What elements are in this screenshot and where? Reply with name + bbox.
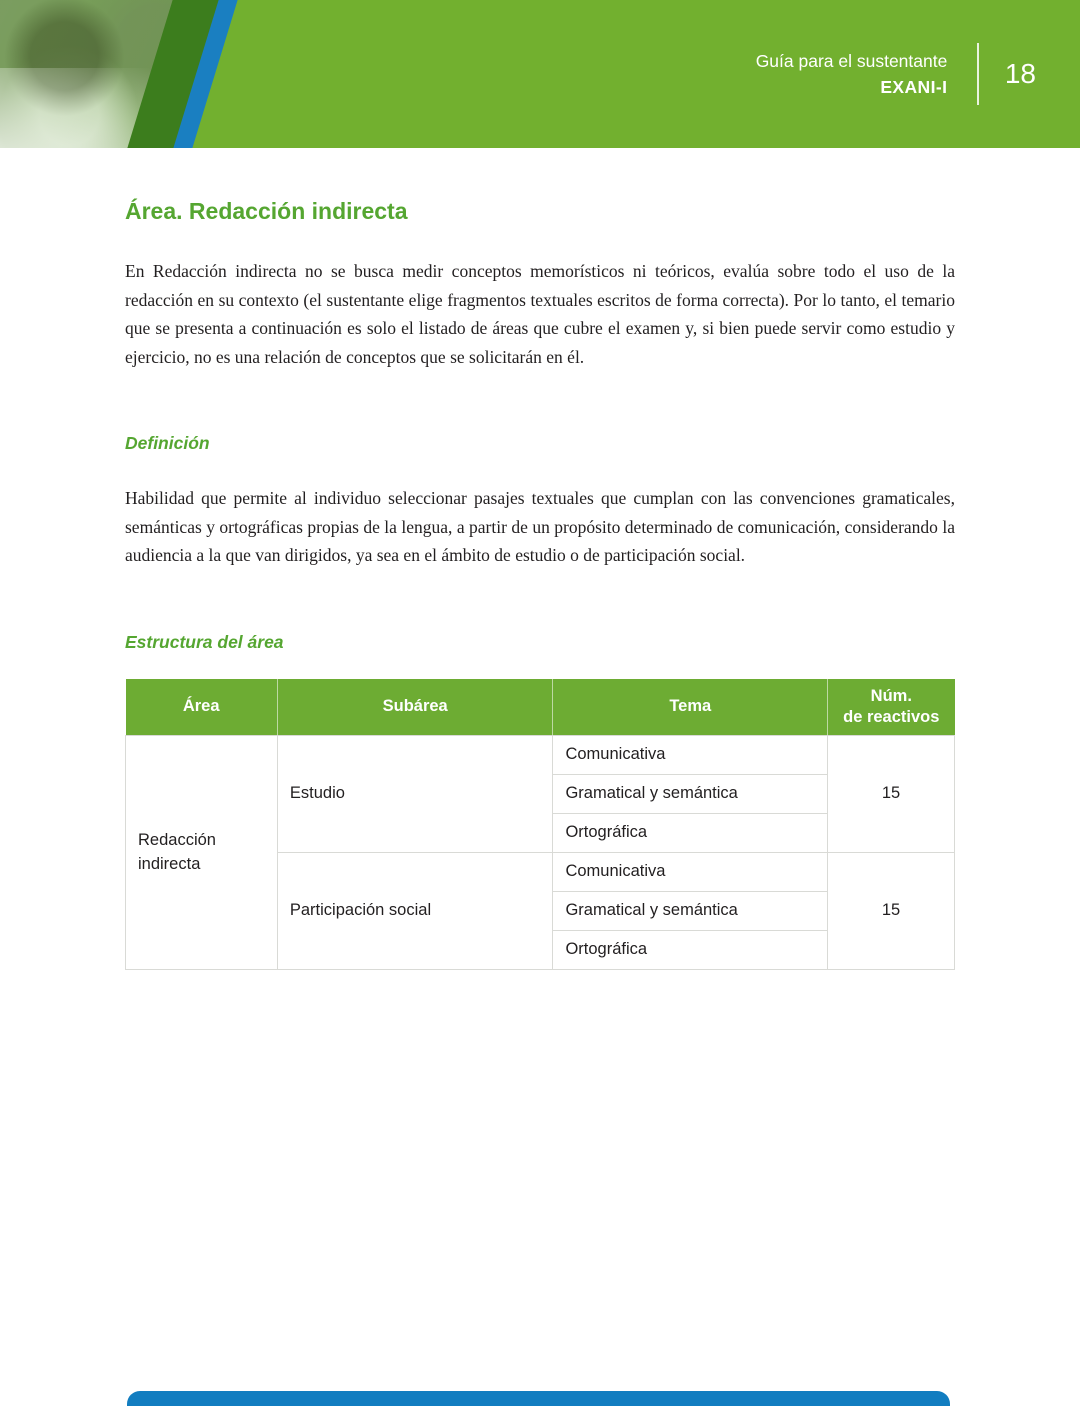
page-number: 18 bbox=[1004, 58, 1036, 89]
page-header-banner bbox=[0, 0, 1080, 148]
header-titles bbox=[756, 48, 948, 100]
header-right-block bbox=[756, 43, 1080, 105]
cell-tema: Gramatical y semántica bbox=[553, 774, 828, 813]
cell-reactivos-estudio: 15 bbox=[828, 735, 955, 852]
table-row bbox=[126, 735, 955, 774]
page-content bbox=[0, 198, 1080, 970]
header-divider bbox=[977, 43, 979, 105]
cell-tema: Ortográfica bbox=[553, 930, 828, 969]
cell-tema: Gramatical y semántica bbox=[553, 891, 828, 930]
definition-paragraph: Habilidad que permite al individuo seleccionar pasajes textuales que cumplan con las convenciones gramaticales, semánticas y ortográficas propias de la lengua, a partir de un propósito determinado de comunicación, considerando la audiencia a la que van dirigidos, ya sea en el ámbito de estudio o de participación social. bbox=[125, 488, 955, 565]
footer-blue-tab bbox=[127, 1391, 950, 1406]
guide-title: Guía para el sustentante bbox=[755, 51, 948, 71]
definition-heading: Definición bbox=[125, 433, 210, 453]
header-cell-num bbox=[828, 679, 955, 736]
cell-tema: Comunicativa bbox=[553, 735, 828, 774]
cell-tema: Comunicativa bbox=[553, 852, 828, 891]
header-cell-area: Área bbox=[126, 679, 278, 736]
table-header-row bbox=[126, 679, 955, 736]
header-num-line1: Núm. bbox=[870, 686, 912, 705]
header-num-line2: de reactivos bbox=[843, 707, 940, 726]
intro-paragraph: En Redacción indirecta no se busca medir conceptos memorísticos ni teóricos, evalúa sobre todo el uso de la redacción en su contexto (el sustentante elige fragmentos textuales escritos de forma correcta). Por lo tanto, el temario que se presenta a continuación es solo el listado de áreas que cubre el examen y, si bien puede servir como estudio y ejercicio, no es una relación de conceptos que se solicitarán en él. bbox=[125, 261, 955, 367]
cell-subarea-estudio: Estudio bbox=[277, 735, 553, 852]
cell-tema: Ortográfica bbox=[553, 813, 828, 852]
header-cell-subarea: Subárea bbox=[277, 679, 553, 736]
photo-white-fade bbox=[0, 68, 150, 148]
area-structure-table bbox=[125, 679, 955, 970]
structure-heading: Estructura del área bbox=[125, 631, 284, 652]
cell-reactivos-participacion: 15 bbox=[828, 852, 955, 969]
section-title: Área. Redacción indirecta bbox=[125, 198, 408, 224]
cell-area: Redacción indirecta bbox=[126, 735, 278, 969]
cell-subarea-participacion: Participación social bbox=[277, 852, 553, 969]
exam-name: EXANI-I bbox=[880, 77, 948, 97]
header-cell-tema: Tema bbox=[553, 679, 828, 736]
